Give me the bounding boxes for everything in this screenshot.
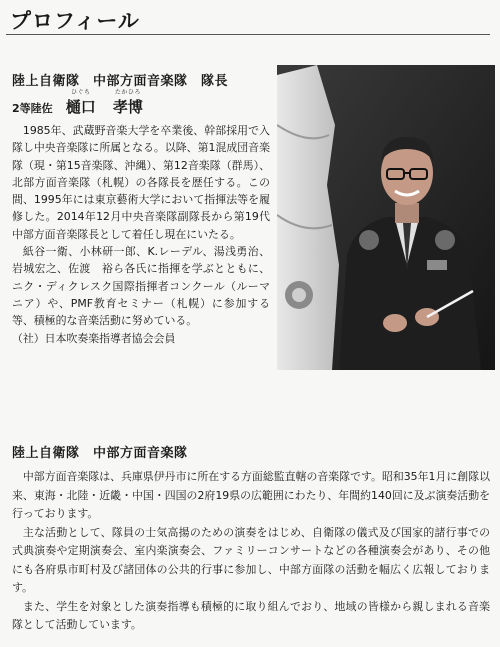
family-name bbox=[65, 89, 96, 117]
bio-paragraph: 1985年、武蔵野音楽大学を卒業後、幹部採用で入隊し中央音楽隊に所属となる。以降、第1混成団音楽隊（現・第15音楽隊、沖縄）、第12音楽隊（群馬）、北部方面音楽隊（札幌）の各隊長を歴任する。この間、1995年には東京藝術大学において指揮法等を履修した。2014年12月中央音楽隊副隊長から第19代中部方面音楽隊長として着任し現在にいたる。 bbox=[12, 124, 270, 241]
page-title: プロフィール bbox=[10, 9, 140, 33]
name-line bbox=[12, 89, 155, 117]
band-description bbox=[12, 468, 490, 635]
given-name-text: 孝博 bbox=[112, 98, 143, 116]
band-paragraph: また、学生を対象とした演奏指導も積極的に取り組んでおり、地域の皆様から親しまれる音楽隊として活動しています。 bbox=[12, 599, 490, 631]
bio bbox=[12, 122, 270, 347]
conductor-photo bbox=[277, 65, 495, 370]
band-paragraph: 主な活動として、隊員の士気高揚のための演奏をはじめ、自衛隊の儀式及び国家的諸行事での式典演奏や定期演奏会、室内楽演奏会、ファミリーコンサートなどの各種演奏会があり、その他にも各府県市町村及び諸団体の公共的行事に参加し、中部方面隊の活動を幅広く広報しております。 bbox=[12, 525, 490, 594]
rank: 2等陸佐 bbox=[12, 102, 53, 115]
given-name bbox=[112, 89, 143, 117]
profile-heading: 陸上自衛隊 中部方面音楽隊 隊長 bbox=[12, 74, 229, 89]
given-name-ruby: たかひろ bbox=[114, 89, 141, 96]
family-name-ruby: ひぐち bbox=[71, 89, 91, 96]
family-name-text: 樋口 bbox=[65, 98, 96, 116]
affiliation: （社）日本吹奏楽指導者協会会員 bbox=[12, 331, 176, 345]
conductor-photo-image bbox=[277, 65, 495, 370]
bio-paragraph: 紙谷一衛、小林研一郎、K.レーデル、湯浅勇治、岩城宏之、佐渡 裕ら各氏に指揮を学ぶとともに、ニク・ディクレスク国際指揮者コンクール（ルーマニア）や、PMF教育セミナー（札幌）に参加する等、積極的な音楽活動に努めている。 bbox=[12, 245, 270, 328]
band-heading: 陸上自衛隊 中部方面音楽隊 bbox=[12, 446, 188, 461]
title-rule bbox=[6, 34, 490, 35]
band-paragraph: 中部方面音楽隊は、兵庫県伊丹市に所在する方面総監直轄の音楽隊です。昭和35年1月に創隊以来、東海・北陸・近畿・中国・四国の2府19県の広範囲にわたり、年間約140回に及ぶ演奏活動を行っております。 bbox=[12, 470, 490, 520]
